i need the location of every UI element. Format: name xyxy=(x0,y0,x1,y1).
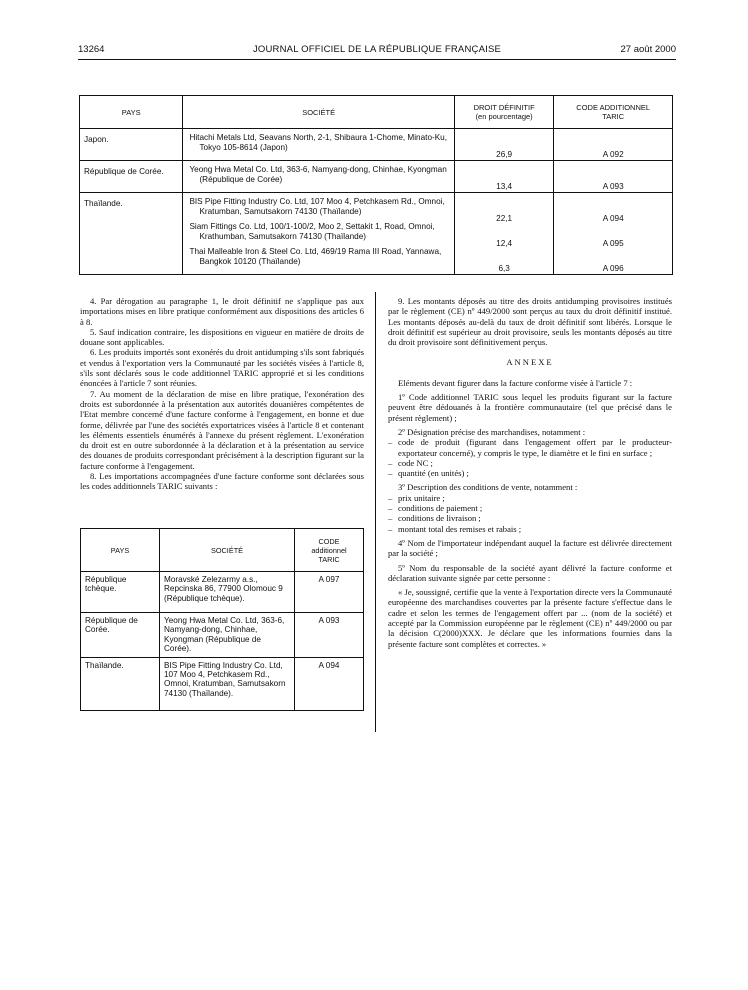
duty-cell: 26,9 xyxy=(454,129,553,161)
company-cell: Moravské Zelezarmy a.s., Repcinska 86, 77900 Olomouc 9 (République tchèque). xyxy=(160,572,295,613)
annexe-item-5: 5º Nom du responsable de la société ayant délivré la facture conforme et déclaration suivante signée par cette personne : xyxy=(388,562,672,583)
duty-rates-table xyxy=(79,95,673,275)
col-header-droit: DROIT DÉFINITIF (en pourcentage) xyxy=(454,96,553,129)
page-header xyxy=(78,44,676,60)
col-header-code: CODE additionnel TARIC xyxy=(295,529,364,572)
country-cell: République de Corée. xyxy=(80,161,183,193)
paragraph-8: 8. Les importations accompagnées d'une facture conforme sont déclarées sous les codes additionnels TARIC suivants : xyxy=(80,471,364,492)
annexe-item-4: 4º Nom de l'importateur indépendant auquel la facture est délivrée directement par la société ; xyxy=(388,537,672,559)
list-item: – code NC ; xyxy=(388,458,672,468)
issue-date: 27 août 2000 xyxy=(620,44,676,55)
col-header-pays: PAYS xyxy=(81,529,160,572)
column-divider xyxy=(375,292,376,732)
annexe-item-1: 1º Code additionnel TARIC sous lequel les produits figurant sur la facture peuvent être dédouanés à la frontière communautaire (tel que précisé dans le présent règlement) ; xyxy=(388,392,672,423)
paragraph-6: 6. Les produits importés sont exonérés du droit antidumping s'ils sont fabriqués et vendus à l'exportation vers la Communauté par les sociétés visées à l'article 8, s'ils sont déclarés sous le code additionnel TARIC approprié et si les conditions énoncées à l'article 7 sont réunies. xyxy=(80,347,364,389)
list-item: – conditions de paiement ; xyxy=(388,503,672,513)
left-column xyxy=(80,296,364,492)
col-header-societe: SOCIÉTÉ xyxy=(183,96,454,129)
journal-title: JOURNAL OFFICIEL DE LA RÉPUBLIQUE FRANÇAISE xyxy=(252,44,502,55)
country-cell: République tchèque. xyxy=(81,572,160,613)
list-item: – conditions de livraison ; xyxy=(388,513,672,523)
table-header-row xyxy=(80,96,673,129)
table-row xyxy=(81,657,364,710)
company-cell: BIS Pipe Fitting Industry Co. Ltd, 107 Moo 4, Petchkasem Rd., Omnoi, Kratumban, Samutsakorn 74130 (Thaïlande) Siam Fittings Co. Ltd, 100/1-100/2, Moo 2, Settakit 1, Road, Omnoi, Krathumban, Samutsakorn 74130 (Thaïlande) Thai Malleable Iron & Steel Co. Ltd, 469/19 Rama III Road, Yannawa, Bangkok 10120 (Thaïlande) xyxy=(183,193,454,275)
company-cell: Hitachi Metals Ltd, Seavans North, 2-1, Shibaura 1-Chome, Minato-Ku, Tokyo 105-8614 (Japon) xyxy=(183,129,454,161)
table-header-row xyxy=(81,529,364,572)
taric-code-cell: A 092 xyxy=(554,129,673,161)
table-row xyxy=(80,193,673,275)
company-cell: Yeong Hwa Metal Co. Ltd, 363-6, Namyang-dong, Chinhae, Kyongman (République de Corée) xyxy=(183,161,454,193)
col-header-code: CODE ADDITIONNEL TARIC xyxy=(554,96,673,129)
annexe-item-3: 3º Description des conditions de vente, notamment : xyxy=(398,482,578,493)
country-cell: Thaïlande. xyxy=(81,657,160,710)
col-header-pays: PAYS xyxy=(80,96,183,129)
company-cell: Yeong Hwa Metal Co. Ltd, 363-6, Namyang-dong, Chinhae, Kyongman (République de Corée). xyxy=(160,613,295,658)
col-header-societe: SOCIÉTÉ xyxy=(160,529,295,572)
list-item: – code de produit (figurant dans l'engagement offert par le producteur-exportateur concerné), y compris le type, le diamètre et le fini en surface ; xyxy=(388,437,672,458)
page-number: 13264 xyxy=(78,44,105,55)
country-cell: Japon. xyxy=(80,129,183,161)
table-row xyxy=(80,161,673,193)
paragraph-7: 7. Au moment de la déclaration de mise en libre pratique, l'exonération des droits est subordonnée à la présentation aux autorités douanières compétentes de l'Etat membre concerné d'une facture conforme à l'engagement, en bonne et due forme, délivrée par l'une des sociétés exportatrices visées à l'article 8 et contenant les éléments essentiels énumérés à l'annexe du présent règlement. L'exonération du droit est en outre subordonnée à la déclaration et à la présentation au service des douanes de produits correspondant précisément à la description figurant sur la facture conforme à l'engagement. xyxy=(80,388,364,471)
paragraph-5: 5. Sauf indication contraire, les dispositions en vigueur en matière de droits de douane sont applicables. xyxy=(80,326,364,348)
declaration-quote: « Je, soussigné, certifie que la vente à l'exportation directe vers la Communauté européenne des marchandises couvertes par la présente facture s'effectue dans le cadre et selon les termes de l'engagement offert par ... (nom de la société) et accepté par la Commission européenne par le règlement (CE) nº 449/2000 ou par la décision C(2000)XXX. Je déclare que les informations fournies dans la présente facture sont complètes et correctes. » xyxy=(388,587,672,649)
paragraph-9: 9. Les montants déposés au titre des droits antidumping provisoires institués par le règlement (CE) nº 449/2000 sont perçus au taux du droit définitif institué. Les montants déposés au-delà du taux de droit définitif sont libérés. Lorsque le droit définitif est supérieur au droit provisoire, seuls les montants déposés au titre du droit provisoire sont définitivement perçus. xyxy=(388,296,672,348)
paragraph-4: 4. Par dérogation au paragraphe 1, le droit définitif ne s'applique pas aux importations mises en libre pratique conformément aux dispositions des articles 6 à 8. xyxy=(80,296,364,327)
taric-code-cell: A 094 xyxy=(295,657,364,710)
right-column xyxy=(388,296,672,649)
header-rule xyxy=(78,59,676,60)
country-cell: Thaïlande. xyxy=(80,193,183,275)
annexe-item-2: 2º Désignation précise des marchandises, notamment : xyxy=(398,426,586,437)
table-row xyxy=(81,572,364,613)
taric-code-cell: A 097 xyxy=(295,572,364,613)
taric-code-cell: A 094 A 095 A 096 xyxy=(554,193,673,275)
annexe-title: ANNEXE xyxy=(506,357,554,368)
taric-code-cell: A 093 xyxy=(295,613,364,658)
duty-cell: 13,4 xyxy=(454,161,553,193)
table-row xyxy=(81,613,364,658)
taric-code-cell: A 093 xyxy=(554,161,673,193)
list-item: – quantité (en unités) ; xyxy=(388,468,672,478)
table-row xyxy=(80,129,673,161)
list-item: – prix unitaire ; xyxy=(388,493,672,503)
annexe-intro: Eléments devant figurer dans la facture conforme visée à l'article 7 : xyxy=(398,377,633,388)
taric-codes-table xyxy=(80,528,364,711)
company-cell: BIS Pipe Fitting Industry Co. Ltd, 107 Moo 4, Petchkasem Rd., Omnoi, Kratumban, Samutsakorn 74130 (Thaïlande). xyxy=(160,657,295,710)
duty-cell: 22,1 12,4 6,3 xyxy=(454,193,553,275)
list-item: – montant total des remises et rabais ; xyxy=(388,524,672,534)
country-cell: République de Corée. xyxy=(81,613,160,658)
